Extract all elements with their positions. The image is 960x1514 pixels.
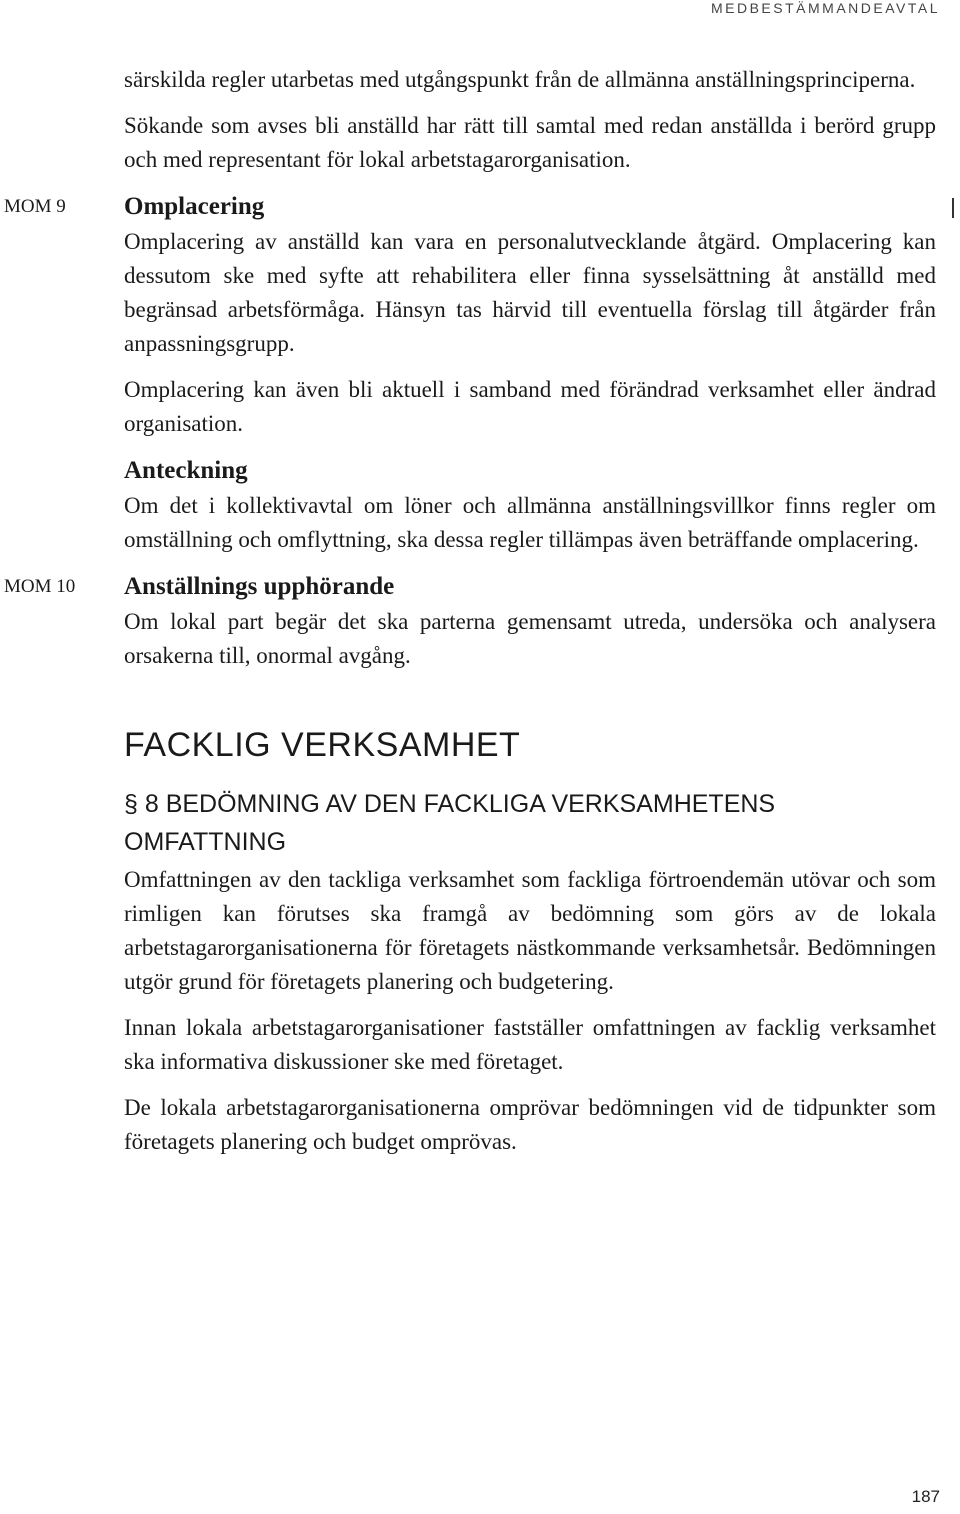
mom10-paragraph: Om lokal part begär det ska parterna gemensamt utreda, undersöka och analysera orsakerna till, onormal avgång. <box>124 609 936 668</box>
facklig-paragraph-3: De lokala arbetstagarorganisationerna omprövar bedömningen vid de tidpunkter som företagets planering och budget omprövas. <box>124 1095 936 1154</box>
note-heading: Anteckning <box>124 457 248 484</box>
mom9-paragraph-2: Omplacering kan även bli aktuell i samband med förändrad verksamhet eller ändrad organisation. <box>124 377 936 436</box>
paragraph-8-title: § 8 BEDÖMNING AV DEN FACKLIGA VERKSAMHETENS OMFATTNING <box>124 790 776 856</box>
mom9-section <box>4 189 936 557</box>
mom10-heading: Anställnings upphörande <box>124 573 395 600</box>
page-number: 187 <box>911 1487 940 1506</box>
section-title: FACKLIG VERKSAMHET <box>124 726 521 764</box>
note-paragraph: Om det i kollektivavtal om löner och allmänna anställningsvillkor finns regler om omställning och omflyttning, ska dessa regler tillämpas även beträffande omplacering. <box>124 493 936 552</box>
facklig-paragraph-1: Omfattningen av den tackliga verksamhet som fackliga förtroendemän utövar och som rimligen kan förutses ska framgå av bedömning som görs av de lokala arbetstagarorganisationerna för företagets nästkommande verksamhetsår. Bedömningen utgör grund för företagets planering och budgetering. <box>124 867 936 994</box>
intro-paragraph-2: Sökande som avses bli anställd har rätt till samtal med redan anställda i berörd grupp och med representant för lokal arbetstagarorganisation. <box>124 113 936 172</box>
facklig-paragraph-2: Innan lokala arbetstagarorganisationer fastställer omfattningen av facklig verksamhet ska informativa diskussioner ske med företaget. <box>124 1015 936 1074</box>
mom10-label: MOM 10 <box>4 576 76 597</box>
intro-paragraph-1: särskilda regler utarbetas med utgångspunkt från de allmänna anställningsprinciperna. <box>124 67 916 92</box>
mom10-section <box>4 569 936 673</box>
mom9-label: MOM 9 <box>4 196 66 217</box>
mom9-paragraph-1: Omplacering av anställd kan vara en personalutvecklande åtgärd. Omplacering kan dessutom ske med syfte att rehabilitera eller finna sysselsättning åt anställd med begränsad arbetsförmåga. Hänsyn tas härvid till eventuella förslag till åtgärder från anpassningsgrupp. <box>124 229 936 356</box>
running-head: MEDBESTÄMMANDEAVTAL <box>710 0 940 16</box>
intro-section <box>124 63 936 177</box>
change-bar <box>952 198 954 218</box>
facklig-section <box>124 725 936 1159</box>
mom9-heading: Omplacering <box>124 193 265 220</box>
page-content <box>4 63 936 1171</box>
